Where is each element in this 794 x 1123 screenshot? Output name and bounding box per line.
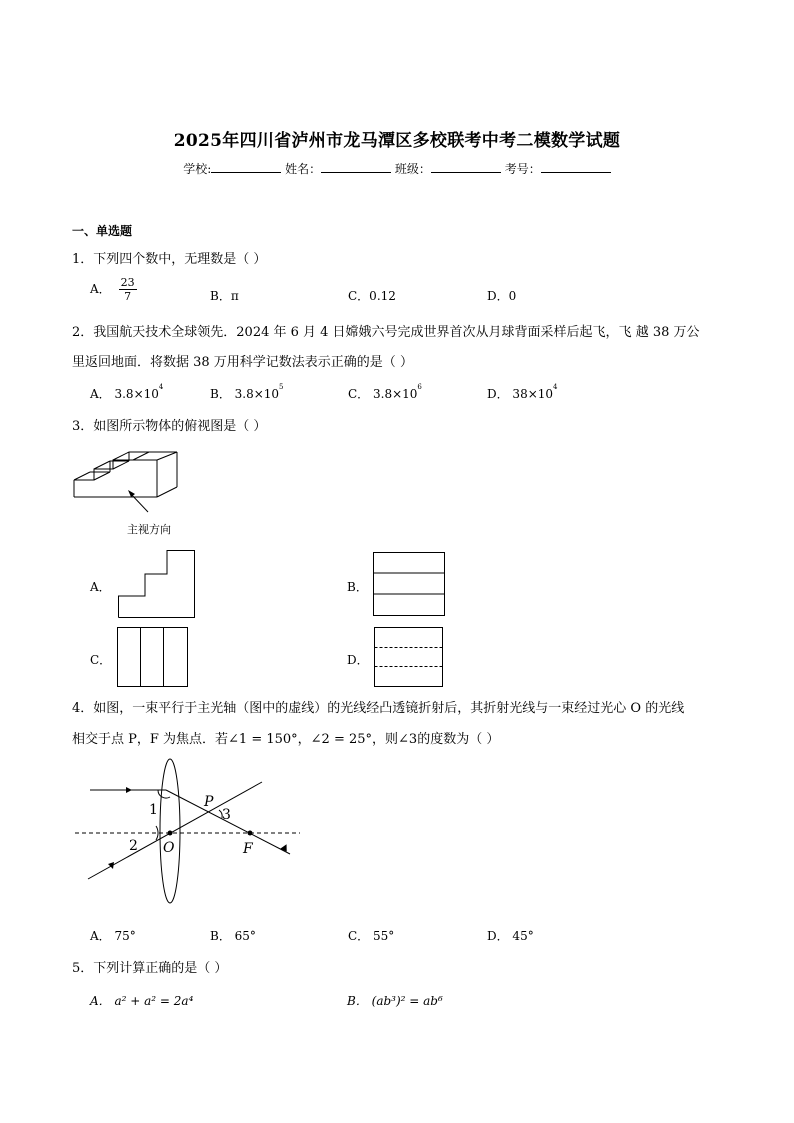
q4-option-a: A． 75° — [90, 929, 136, 943]
q4-option-b: B． 65° — [210, 929, 256, 943]
q3-a-shape — [118, 550, 196, 618]
q4-stem-line2: 相交于点 P，F 为焦点．若∠1 = 150°，∠2 = 25°，则∠3的度数为（ ） — [72, 732, 500, 747]
q4-stem-line1: 4．如图，一束平行于主光轴（图中的虚线）的光线经凸透镜折射后，其折射光线与一束经过光心 O 的光线 — [72, 701, 685, 716]
q3-stem: 3．如图所示物体的俯视图是（ ） — [72, 419, 267, 434]
q4-option-c: C． 55° — [348, 929, 395, 943]
label-2: 2 — [129, 838, 138, 854]
q1-stem: 1．下列四个数中，无理数是（ ） — [72, 252, 267, 267]
q2-d-base: D． 38×10 — [487, 387, 554, 401]
class-label: 班级： — [394, 162, 431, 176]
q3-option-a: A． — [90, 580, 111, 594]
name-label: 姓名： — [285, 162, 322, 176]
q2-a-exp: 4 — [158, 383, 164, 391]
staircase-figure — [70, 442, 190, 522]
q1-a-fraction — [119, 276, 137, 303]
q2-stem-line2: 里返回地面．将数据 38 万用科学记数法表示正确的是（ ） — [72, 355, 413, 370]
label-o: O — [163, 840, 175, 856]
q2-stem-line1: 2．我国航天技术全球领先．2024 年 6 月 4 日嫦娥六号完成世界首次从月球背面采样后起飞，飞 越 38 万公 — [72, 325, 700, 340]
q5-option-b: B． (ab³)² = ab⁶ — [347, 994, 443, 1008]
school-label: 学校: — [183, 162, 212, 176]
section-heading: 一、单选题 — [72, 224, 133, 238]
q3-c-shape — [117, 627, 189, 688]
q2-a-base: A． 3.8×10 — [90, 387, 159, 401]
label-3: 3 — [222, 807, 231, 823]
q2-b-base: B． 3.8×10 — [210, 387, 280, 401]
page-title: 2025年四川省泸州市龙马潭区多校联考中考二模数学试题 — [173, 131, 621, 151]
q3-option-c: C． — [90, 653, 112, 667]
q3-caption: 主视方向 — [127, 523, 171, 536]
q2-option-b — [210, 385, 284, 402]
q2-b-exp: 5 — [279, 383, 284, 391]
q4-option-d: D． 45° — [487, 929, 534, 943]
label-1: 1 — [149, 802, 158, 818]
label-f: F — [243, 841, 253, 857]
q2-option-a — [90, 385, 163, 402]
q1-option-c: C．0.12 — [348, 289, 396, 303]
q5-stem: 5．下列计算正确的是（ ） — [72, 961, 228, 976]
school-blank[interactable] — [211, 160, 281, 173]
name-blank[interactable] — [321, 160, 391, 173]
fraction-numerator: 23 — [120, 276, 135, 289]
q1-option-d: D．0 — [487, 289, 517, 303]
number-blank[interactable] — [541, 160, 611, 173]
class-blank[interactable] — [431, 160, 501, 173]
q1-a-label: A． — [90, 282, 111, 296]
fraction-denominator: 7 — [124, 290, 132, 303]
lens-diagram — [70, 758, 310, 908]
q1-option-b: B．π — [210, 289, 239, 303]
q3-option-d: D． — [347, 653, 369, 667]
q5-option-a: A． a² + a² = 2a⁴ — [90, 994, 194, 1008]
q2-option-c — [348, 385, 422, 402]
q2-c-base: C． 3.8×10 — [348, 387, 418, 401]
q2-d-exp: 4 — [553, 383, 558, 391]
student-info-line — [0, 160, 794, 177]
number-label: 考号： — [504, 162, 541, 176]
label-p: P — [204, 794, 214, 810]
q2-c-exp: 6 — [417, 383, 422, 391]
q3-option-b: B． — [347, 580, 368, 594]
q3-b-shape — [373, 552, 446, 616]
q3-d-shape — [374, 627, 444, 688]
q1-option-a — [90, 276, 137, 303]
q2-option-d — [487, 385, 558, 402]
